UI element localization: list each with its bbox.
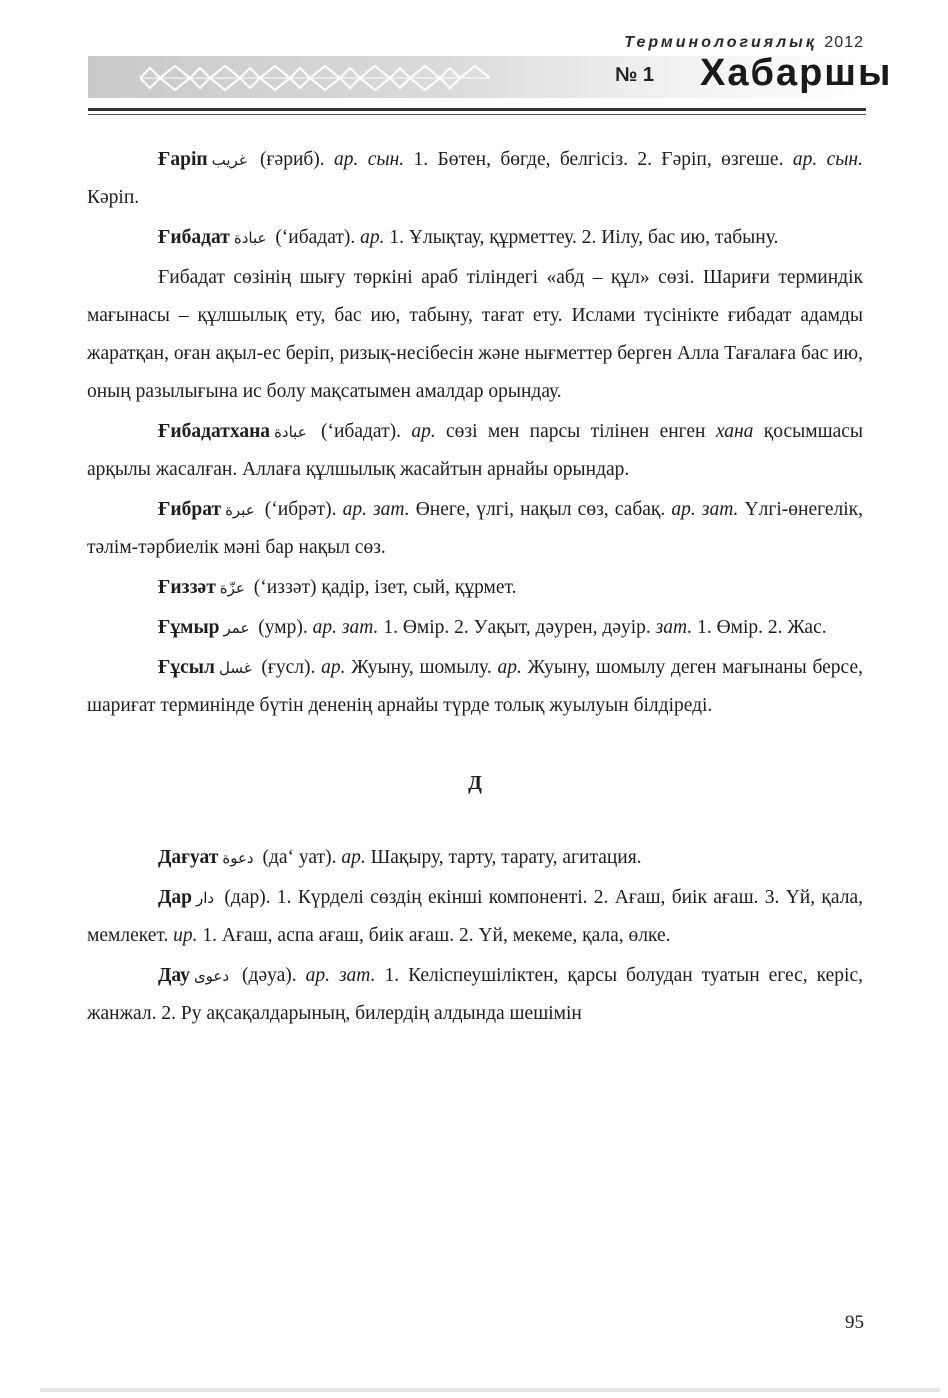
entry-term: Ғиззәт (158, 577, 216, 598)
arabic-word: عبادة (274, 423, 307, 441)
entry-text: (ғәриб). (250, 149, 335, 170)
entry-ghibrat (87, 491, 863, 567)
entry-abbr: ар. (360, 227, 385, 248)
entry-abbr: хана (715, 421, 754, 442)
dictionary-content (87, 141, 863, 1033)
arabic-word: غريب (211, 151, 247, 169)
entry-text: (‘иззәт) қадір, ізет, сый, құрмет. (248, 577, 517, 598)
entry-ghizzat (87, 569, 863, 607)
entry-term: Ғибрат (158, 499, 222, 520)
entry-text: сөзі мен парсы тілінен енген (435, 421, 716, 442)
entry-text: Үлгі-өнегелік, тәлім-тәрбиелік мәні бар нақыл сөз. (87, 499, 863, 558)
entry-text: (дар). 1. Күрделі сөздің екінші компоненті. 2. Ағаш, биік ағаш. 3. Үй, қала, мемлекет. (87, 887, 863, 946)
entry-term: Ғұсыл (158, 657, 215, 678)
entry-text: (умр). (253, 617, 313, 638)
entry-text: 1. Ағаш, аспа ағаш, биік ағаш. 2. Үй, мекеме, қала, өлке. (197, 925, 671, 946)
entry-garip (87, 141, 863, 217)
entry-ghibadat (87, 219, 863, 257)
entry-abbr: ар. зат. (312, 617, 379, 638)
arabic-word: عمر (223, 619, 250, 637)
arabic-word: دار (196, 889, 215, 907)
entry-text: 1. Келіспеушіліктен, қарсы болудан туатын егес, керіс, жанжал. 2. Ру ақсақалдарының, билердің алдында шешімін (87, 965, 863, 1024)
entry-text: 1. Бөтен, бөгде, белгісіз. 2. Ғәріп, өзгеше. (404, 149, 793, 170)
entry-text: Жуыну, шомылу. (345, 657, 498, 678)
entry-abbr: ар. зат. (671, 499, 739, 520)
entry-daguat (87, 839, 863, 877)
arabic-word: عبادة (233, 229, 267, 247)
arabic-word: غسل (218, 659, 252, 677)
entry-text: Өнеге, үлгі, нақыл сөз, сабақ. (409, 499, 672, 520)
entry-text: қосымшасы арқылы жасалған. Аллаға құлшылық жасайтын арнайы орындар. (87, 421, 863, 480)
entry-abbr: ар. (341, 847, 366, 868)
entry-ghibadatkhana (87, 413, 863, 489)
entry-abbr: ир. (173, 925, 198, 946)
entry-abbr: ар. сын. (792, 149, 863, 170)
entry-abbr: ар. зат. (305, 965, 376, 986)
section-heading-letter: Д (468, 772, 482, 794)
page-number: 95 (845, 1312, 864, 1333)
entry-text: 1. Өмір. 2. Уақыт, дәурен, дәуір. (378, 617, 656, 638)
arabic-word: دعوة (222, 849, 254, 867)
entry-term: Ғұмыр (158, 617, 220, 638)
entry-term: Ғаріп (158, 149, 208, 170)
entry-abbr: ар. (497, 657, 522, 678)
entry-text: Жуыну, шомылу деген мағынаны берсе, шариғат терминінде бүтін дененің арнайы түрде толық жуылуын білдіреді. (87, 657, 863, 716)
header-rule-thick (88, 108, 866, 111)
entry-text: Шақыру, тарту, тарату, агитация. (365, 847, 642, 868)
scan-bottom-edge (40, 1388, 940, 1392)
entry-abbr: ар. сын. (334, 149, 405, 170)
entry-text: Кәріп. (87, 187, 140, 208)
subtitle-text: Терминологиялық (624, 34, 817, 51)
entry-ghusyl (87, 649, 863, 725)
entry-text: 1. Ұлықтау, құрметтеу. 2. Иілу, бас ию, табыну. (384, 227, 779, 248)
entry-dar (87, 879, 863, 955)
entry-text: (да‘ уат). (257, 847, 342, 868)
entry-abbr: зат. (655, 617, 693, 638)
entry-abbr: ар. зат. (342, 499, 410, 520)
arabic-word: دعوى (193, 967, 230, 985)
entry-term: Дағуат (158, 847, 219, 868)
entry-ghumyr (87, 609, 863, 647)
entry-abbr: ар. (321, 657, 346, 678)
paragraph-ghibadat-explanation: Ғибадат сөзінің шығу төркіні араб тіліндегі «абд – құл» сөзі. Шариғи терминдік мағынасы – құлшылық ету, бас ию, табыну, тағат ету. Ислами түсінікте ғибадат адамды жаратқан, оған ақыл-ес беріп, ризық-несібесін және нығметтер берген Алла Тағалаға бас ию, оның разылығына ис болу мақсатымен амалдар орындау. (87, 267, 863, 402)
entry-text: 1. Өмір. 2. Жас. (692, 617, 827, 638)
entry-term: Ғибадатхана (158, 421, 271, 442)
entry-term: Дар (158, 887, 193, 908)
ornament-pattern (140, 58, 490, 98)
entry-text: (‘ибадат). (310, 421, 412, 442)
arabic-word: عزّة (219, 579, 245, 597)
arabic-word: عبرة (225, 501, 255, 519)
entry-term: Дау (158, 965, 190, 986)
entry-dau (87, 957, 863, 1033)
header-rule-thin (88, 114, 866, 115)
issue-number: № 1 (615, 64, 654, 86)
journal-year: 2012 (824, 34, 864, 51)
page-header (0, 0, 948, 130)
journal-subtitle (624, 34, 864, 52)
entry-term: Ғибадат (158, 227, 230, 248)
entry-text: (дәуа). (233, 965, 306, 986)
entry-abbr: ар. (411, 421, 436, 442)
journal-title: Хабаршы (700, 52, 893, 94)
entry-text: (‘ибрәт). (258, 499, 343, 520)
entry-text: (‘ибадат). (270, 227, 361, 248)
entry-text: (ғусл). (255, 657, 322, 678)
